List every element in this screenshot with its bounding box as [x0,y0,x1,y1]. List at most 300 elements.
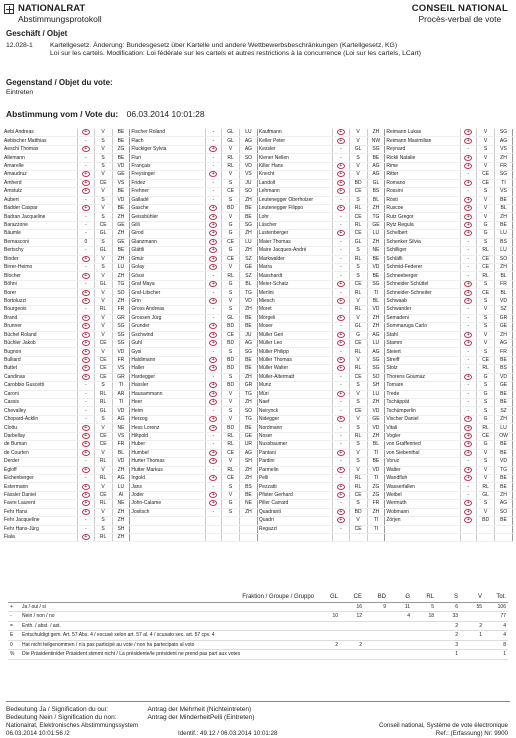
summary-row [8,640,508,650]
member-name: Fluckiger Sylvia [130,145,205,153]
member-canton: BL [112,449,130,457]
summary-count: 12 [340,612,364,622]
member-name: Freysinger [130,171,205,179]
member-canton: AG [112,474,130,482]
member-faction: S [94,137,112,145]
member-vote [460,196,477,204]
summary-count: 9 [364,602,388,612]
member-name: Tschäppät [385,399,460,407]
header-left-subtitle: Abstimmungsprotokoll [18,14,102,24]
member-name: Hiltpold [130,432,205,440]
member-canton: GE [495,323,513,331]
member-vote [333,331,350,339]
vote-circle-mark: + [209,458,217,464]
member-canton: GR [495,314,513,322]
table-row [3,458,513,466]
table-row [3,407,513,415]
table-row [3,238,513,246]
member-vote [460,213,477,221]
member-canton: SG [112,331,130,339]
vote-circle-mark: + [337,129,345,135]
member-name: Clottu [3,424,78,432]
member-canton: TG [240,289,258,297]
member-vote [333,491,350,499]
member-canton: TI [112,399,130,407]
swiss-cross-icon [4,4,14,14]
member-name: Joder [130,491,205,499]
member-canton: BE [240,365,258,373]
member-canton: BL [240,280,258,288]
vote-circle-mark: + [337,467,345,473]
member-name: Vischer Daniel [385,415,460,423]
member-vote [78,500,95,508]
member-vote [78,145,95,153]
member-faction: RL [349,365,367,373]
member-name: Reimann Lukas [385,129,460,137]
member-name: Flach [130,137,205,145]
vote-circle-mark: + [464,433,472,439]
vote-circle-mark: + [464,332,472,338]
member-vote: - [333,424,350,432]
member-canton: FR [495,348,513,356]
member-canton: VD [495,297,513,305]
member-faction: S [94,415,112,423]
member-name: Büchel Roland [3,331,78,339]
member-name: Gilli [130,221,205,229]
member-vote [333,365,350,373]
member-name: Bourgeois [3,306,78,314]
member-vote [78,483,95,491]
member-name: Aebischer Matthias [3,137,78,145]
member-vote [460,424,477,432]
vote-circle-mark: + [209,492,217,498]
member-name: Munz [257,382,332,390]
member-vote [333,204,350,212]
member-vote: - [205,154,222,162]
member-faction: S [94,196,112,204]
vote-circle-mark: + [82,484,90,490]
member-faction: BD [222,356,240,364]
member-name: Wobmann [385,508,460,516]
member-canton: SG [240,348,258,356]
vote-circle-mark: + [209,264,217,270]
member-name: Bortoluzzi [3,297,78,305]
member-faction: G [349,331,367,339]
member-vote: - [333,399,350,407]
member-faction: V [94,129,112,137]
vote-circle-mark: + [337,205,345,211]
vote-circle-mark: + [337,188,345,194]
member-canton: JU [240,179,258,187]
member-vote [205,339,222,347]
empty-cell [385,525,460,533]
member-faction: V [477,331,495,339]
summary-count: 1 [436,650,460,660]
member-name: Landolt [257,179,332,187]
member-name: Nordmann [257,424,332,432]
member-name: Maire Jacques-André [257,247,332,255]
member-vote: - [205,432,222,440]
member-name: Hausammann [130,390,205,398]
member-faction: V [94,289,112,297]
member-name: Glanzmann [130,238,205,246]
summary-count [316,631,340,641]
member-name: Kessler [257,145,332,153]
member-faction: G [477,441,495,449]
member-canton: ZH [112,534,130,542]
member-canton: BE [240,323,258,331]
member-canton: BS [240,483,258,491]
member-canton: VS [495,188,513,196]
table-row [3,162,513,170]
member-faction: V [94,297,112,305]
member-faction: CE [94,373,112,381]
member-canton: SO [495,255,513,263]
member-faction: GL [349,323,367,331]
table-row [3,204,513,212]
member-vote: - [333,264,350,272]
empty-cell [130,525,205,533]
member-faction: RL [349,483,367,491]
table-row [3,534,513,542]
member-canton: SH [367,382,385,390]
member-name: Graf Maya [130,280,205,288]
member-canton: BS [367,188,385,196]
member-vote [460,500,477,508]
member-name: Wandfluh [385,474,460,482]
summary-count [388,621,412,631]
member-name: Amaudruz [3,171,78,179]
vote-circle-mark: + [82,323,90,329]
table-row [3,221,513,229]
member-faction: V [477,162,495,170]
vote-circle-mark: + [337,340,345,346]
member-faction: V [94,466,112,474]
member-name: Amstutz [3,188,78,196]
member-vote: - [205,179,222,187]
member-vote [333,162,350,170]
member-name: Gysi [130,348,205,356]
vote-circle-mark: + [82,357,90,363]
member-faction: S [222,179,240,187]
summary-row [8,602,508,612]
member-vote [460,331,477,339]
member-name: Rime [385,162,460,170]
member-canton: SO [495,508,513,516]
member-canton: BE [495,517,513,525]
summary-row [8,612,508,622]
member-name: Schelbert [385,230,460,238]
summary-table [8,593,508,660]
member-canton: ZH [495,415,513,423]
member-faction: V [349,171,367,179]
member-name: Gössi [130,272,205,280]
member-vote [460,137,477,145]
member-name: Rickli Natalie [385,154,460,162]
member-canton: BE [240,356,258,364]
member-faction: V [477,154,495,162]
vote-circle-mark: + [82,374,90,380]
member-vote [78,424,95,432]
member-name: Golay [130,264,205,272]
member-canton: TG [240,390,258,398]
member-canton: SG [367,280,385,288]
vote-circle-mark: + [337,391,345,397]
member-canton: ZH [367,314,385,322]
member-vote [333,129,350,137]
member-vote [205,491,222,499]
meaning-yes-label: Bedeutung Ja / Signification du oui: [6,706,108,713]
member-canton: TG [495,466,513,474]
member-vote [460,289,477,297]
member-canton: TI [367,525,385,533]
member-name: Pelli [257,474,332,482]
vote-circle-mark: + [209,222,217,228]
member-canton: AG [367,348,385,356]
member-name: Egloff [3,466,78,474]
member-name: Gasche [130,204,205,212]
table-row [3,255,513,263]
member-faction: V [94,272,112,280]
member-faction: RL [94,534,112,542]
member-name: Hess Lorenz [130,424,205,432]
table-row [3,525,513,533]
member-vote [205,145,222,153]
member-canton: ZH [367,129,385,137]
member-name: de Buman [3,441,78,449]
member-name: Derder [3,458,78,466]
member-vote [78,373,95,381]
member-vote [333,390,350,398]
member-faction: V [222,297,240,305]
member-canton: VS [112,179,130,187]
member-name: Carobbio Guscetti [3,382,78,390]
summary-count [412,631,436,641]
summary-symbol: E [8,631,20,641]
member-name: Pardini [257,458,332,466]
member-canton: BE [367,154,385,162]
member-faction: V [222,415,240,423]
member-vote [78,449,95,457]
member-faction: V [222,264,240,272]
member-faction: GL [222,137,240,145]
member-vote [333,449,350,457]
member-name: Reynard [385,145,460,153]
member-canton: SH [240,458,258,466]
table-row [3,297,513,305]
member-faction: V [477,213,495,221]
summary-count: 5 [412,602,436,612]
summary-count [364,631,388,641]
summary-header-cell: S [436,593,460,602]
member-faction: V [222,491,240,499]
member-name: Grossen Jürg [130,314,205,322]
member-faction: V [94,508,112,516]
summary-count: 4 [388,612,412,622]
summary-label: Enth. / abst. / ast. [20,621,316,631]
header-right-title: CONSEIL NATIONAL [411,3,508,14]
vote-circle-mark: + [337,450,345,456]
member-name: Pfister Gerhard [257,491,332,499]
member-faction: CE [222,255,240,263]
summary-count [340,621,364,631]
member-faction: RL [222,162,240,170]
vote-circle-mark: + [209,391,217,397]
member-faction: S [477,382,495,390]
member-canton: ZH [495,331,513,339]
member-name: Amherd [3,179,78,187]
member-vote [333,297,350,305]
empty-cell [130,534,205,542]
member-faction: S [349,154,367,162]
member-faction: S [477,323,495,331]
member-vote: - [205,483,222,491]
member-canton: BE [495,449,513,457]
member-canton: GE [495,382,513,390]
member-name: Fehr Hans-Jürg [3,525,78,533]
member-name: Jans [130,483,205,491]
member-name: Haldimann [130,356,205,364]
vote-circle-mark: + [337,315,345,321]
member-vote: - [460,255,477,263]
member-name: Noser [257,432,332,440]
member-vote [205,449,222,457]
member-faction: GL [222,129,240,137]
member-vote [78,289,95,297]
member-faction: GL [94,247,112,255]
member-canton: LU [367,390,385,398]
member-vote [205,171,222,179]
vote-circle-mark: + [337,298,345,304]
vote-circle-mark: + [82,180,90,186]
member-vote: - [78,137,95,145]
member-faction: RL [349,474,367,482]
member-vote: - [78,280,95,288]
member-name: Nidegger [257,415,332,423]
member-name: Reimann Maximilian [385,137,460,145]
summary-count: 2 [460,621,484,631]
vote-circle-mark: + [82,441,90,447]
vote-circle-mark: + [464,163,472,169]
member-name: Herzog [130,415,205,423]
member-canton: LU [495,247,513,255]
member-name: Fehr Jacqueline [3,517,78,525]
member-faction: S [222,407,240,415]
member-name: Haller [130,365,205,373]
member-faction: S [94,213,112,221]
member-name: Grin [130,297,205,305]
member-name: Bulliard [3,356,78,364]
member-canton: NE [367,247,385,255]
vote-circle-mark: + [209,205,217,211]
member-canton: TI [495,179,513,187]
member-vote: - [205,466,222,474]
member-canton: ZG [367,483,385,491]
member-vote [78,179,95,187]
member-faction: CE [222,474,240,482]
member-canton: BE [495,441,513,449]
member-name: Semadeni [385,314,460,322]
member-vote: - [460,483,477,491]
member-faction: G [222,280,240,288]
empty-cell [495,534,513,542]
member-faction: S [349,399,367,407]
summary-count [460,640,484,650]
business-text [50,42,510,58]
member-canton: NE [240,500,258,508]
member-name: Neirynck [257,407,332,415]
member-faction: V [349,517,367,525]
summary-row [8,650,508,660]
member-canton: VD [240,162,258,170]
member-name: Müri [257,390,332,398]
member-vote [333,508,350,516]
summary-count: 10 [316,612,340,622]
summary-count: 6 [436,602,460,612]
member-vote [205,297,222,305]
member-canton: SH [112,525,130,533]
vote-circle-mark: + [209,450,217,456]
member-faction: G [222,230,240,238]
member-canton: ZH [367,238,385,246]
footer-left-2: 06.03.2014 10:01:56 /2 [6,729,70,737]
table-row [3,382,513,390]
member-faction: S [94,517,112,525]
member-faction: V [477,466,495,474]
table-row [3,449,513,457]
member-name: John-Calame [130,500,205,508]
vote-circle-mark: + [82,433,90,439]
member-vote [460,221,477,229]
table-row [3,154,513,162]
member-vote: - [333,373,350,381]
summary-count: 4 [484,631,508,641]
divider [6,701,510,702]
member-name: Barazzone [3,221,78,229]
member-canton: GR [112,314,130,322]
member-vote: - [78,306,95,314]
member-vote [78,365,95,373]
vote-circle-mark: + [464,290,472,296]
member-vote: - [460,323,477,331]
member-faction: CE [94,441,112,449]
member-vote [460,297,477,305]
member-name: Lehmann [257,188,332,196]
member-name: Müller Philipp [257,348,332,356]
member-vote: - [333,247,350,255]
member-faction: S [94,238,112,246]
member-canton: AG [495,339,513,347]
table-row [3,348,513,356]
member-name: Walter [385,466,460,474]
member-canton: ZH [240,247,258,255]
empty-cell [460,534,477,542]
member-name: Candinas [3,373,78,381]
vote-circle-mark: + [82,365,90,371]
member-faction: V [349,129,367,137]
member-canton: LU [112,264,130,272]
table-row [3,508,513,516]
member-name: Stamm [385,339,460,347]
member-name: Darbellay [3,432,78,440]
member-faction: S [477,314,495,322]
empty-cell [367,534,385,542]
table-row [3,474,513,482]
member-name: Eichenberger [3,474,78,482]
empty-cell [240,525,258,533]
vote-circle-mark: + [464,230,472,236]
member-faction: BD [349,179,367,187]
